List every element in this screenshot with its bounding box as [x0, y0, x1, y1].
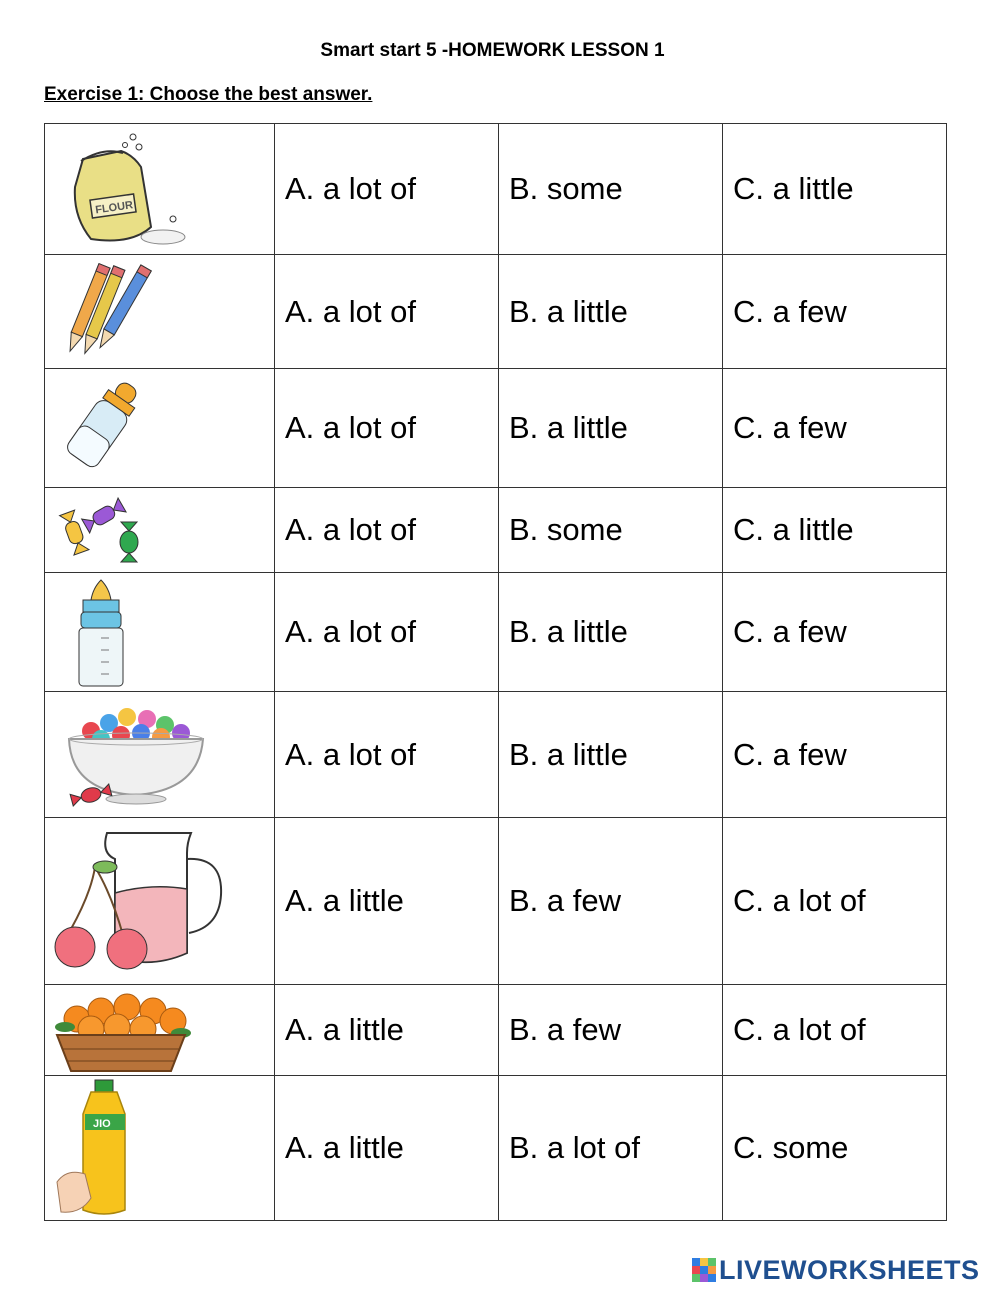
option-c[interactable]: C. a lot of [723, 985, 947, 1076]
milk-bottle-icon [51, 576, 151, 688]
option-c[interactable]: C. a lot of [723, 818, 947, 985]
table-row [45, 818, 947, 985]
option-c[interactable]: C. a little [723, 124, 947, 255]
option-c[interactable]: C. some [723, 1076, 947, 1221]
cherry-juice-jug-icon [51, 823, 231, 979]
table-row [45, 488, 947, 573]
option-b[interactable]: B. a little [499, 255, 723, 369]
option-b[interactable]: B. some [499, 488, 723, 573]
picture-cell [45, 255, 275, 369]
svg-text:JIO: JIO [93, 1118, 111, 1130]
table-row [45, 255, 947, 369]
table-row [45, 985, 947, 1076]
orange-basket-icon [51, 987, 191, 1073]
candies-icon [51, 492, 151, 568]
answer-table [44, 123, 947, 1221]
option-b[interactable]: B. a little [499, 692, 723, 818]
baby-bottle-icon [51, 378, 181, 478]
table-row [45, 1076, 947, 1221]
picture-cell [45, 124, 275, 255]
picture-cell [45, 488, 275, 573]
option-a[interactable]: A. a little [275, 818, 499, 985]
option-b[interactable]: B. a lot of [499, 1076, 723, 1221]
picture-cell [45, 818, 275, 985]
option-a[interactable]: A. a little [275, 985, 499, 1076]
option-c[interactable]: C. a few [723, 573, 947, 692]
candy-bowl-icon [51, 695, 221, 815]
pencils-icon [51, 260, 161, 364]
option-b[interactable]: B. a little [499, 573, 723, 692]
option-a[interactable]: A. a little [275, 1076, 499, 1221]
table-row [45, 573, 947, 692]
option-c[interactable]: C. a few [723, 692, 947, 818]
picture-cell [45, 692, 275, 818]
option-c[interactable]: C. a few [723, 369, 947, 488]
brand-label: LIVEWORKSHEETS [719, 1254, 980, 1285]
option-c[interactable]: C. a little [723, 488, 947, 573]
option-a[interactable]: A. a lot of [275, 573, 499, 692]
picture-cell [45, 573, 275, 692]
picture-cell [45, 985, 275, 1076]
picture-cell [45, 369, 275, 488]
liveworksheets-brand[interactable] [692, 1254, 980, 1286]
option-a[interactable]: A. a lot of [275, 369, 499, 488]
option-b[interactable]: B. a little [499, 369, 723, 488]
svg-text:FLOUR: FLOUR [94, 199, 134, 217]
picture-cell [45, 1076, 275, 1221]
liveworksheets-logo-icon [692, 1258, 716, 1282]
page-title: Smart start 5 -HOMEWORK LESSON 1 [320, 40, 665, 61]
option-b[interactable]: B. a few [499, 818, 723, 985]
option-a[interactable]: A. a lot of [275, 488, 499, 573]
table-row [45, 124, 947, 255]
flour-bag-icon [51, 127, 201, 251]
table-row [45, 692, 947, 818]
option-b[interactable]: B. a few [499, 985, 723, 1076]
option-a[interactable]: A. a lot of [275, 255, 499, 369]
exercise-heading: Exercise 1: Choose the best answer. [44, 84, 373, 105]
option-a[interactable]: A. a lot of [275, 124, 499, 255]
option-b[interactable]: B. some [499, 124, 723, 255]
option-a[interactable]: A. a lot of [275, 692, 499, 818]
option-c[interactable]: C. a few [723, 255, 947, 369]
oil-bottle-icon [51, 1078, 151, 1218]
table-row [45, 369, 947, 488]
